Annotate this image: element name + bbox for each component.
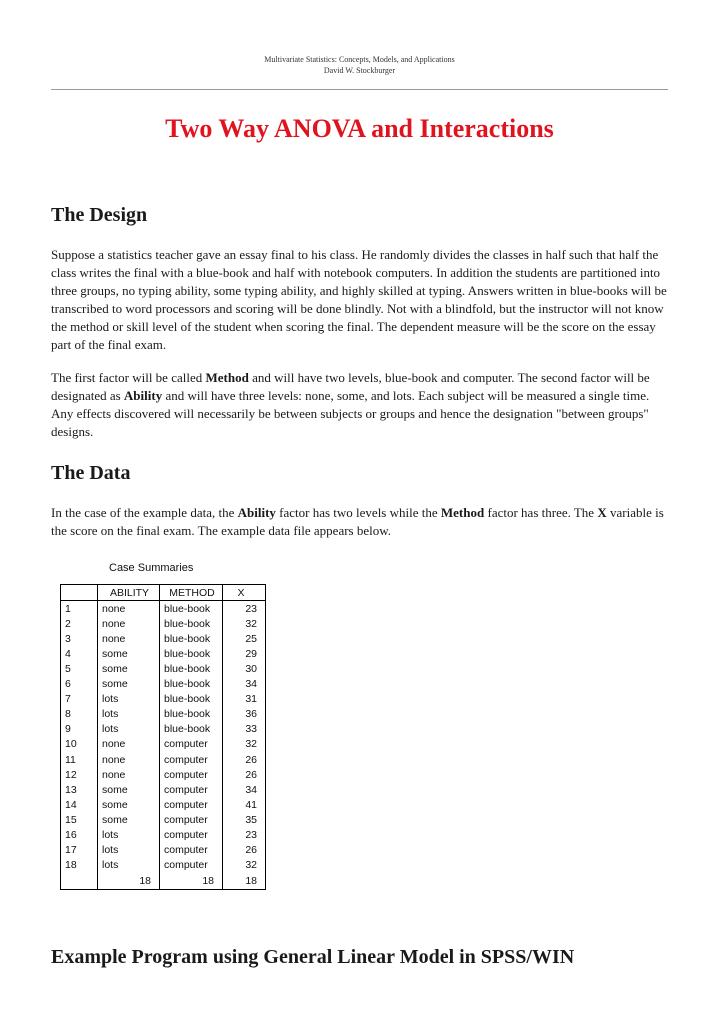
row-index: 4 <box>61 646 98 661</box>
row-index: 15 <box>61 812 98 827</box>
method-cell: blue-book <box>160 692 223 707</box>
table-header-row <box>61 585 266 601</box>
table-row <box>61 752 266 767</box>
table-row <box>61 767 266 782</box>
table-row <box>61 677 266 692</box>
section-heading-data: The Data <box>51 462 131 484</box>
method-cell: computer <box>160 858 223 873</box>
row-index: 1 <box>61 601 98 617</box>
term-ability: Ability <box>123 388 163 403</box>
term-ability: Ability <box>237 505 276 520</box>
x-cell: 23 <box>245 602 257 615</box>
row-index: 17 <box>61 843 98 858</box>
row-index: 7 <box>61 692 98 707</box>
x-cell: 41 <box>245 798 257 811</box>
column-header-method: METHOD <box>160 585 223 601</box>
column-header-ability: ABILITY <box>98 585 160 601</box>
ability-cell: some <box>98 797 160 812</box>
method-cell: blue-book <box>160 646 223 661</box>
column-header-index <box>61 585 98 601</box>
term-x: X <box>597 505 607 520</box>
table-row <box>61 797 266 812</box>
x-cell: 32 <box>245 738 257 751</box>
table-row <box>61 692 266 707</box>
x-cell: 29 <box>245 647 257 660</box>
table-row <box>61 616 266 631</box>
method-cell: blue-book <box>160 631 223 646</box>
x-cell: 31 <box>245 693 257 706</box>
running-header <box>0 54 719 76</box>
ability-cell: none <box>98 767 160 782</box>
x-cell: 36 <box>245 708 257 721</box>
method-cell: blue-book <box>160 661 223 676</box>
table-row <box>61 737 266 752</box>
method-cell: computer <box>160 737 223 752</box>
x-cell: 35 <box>245 813 257 826</box>
method-cell: blue-book <box>160 707 223 722</box>
method-cell: computer <box>160 752 223 767</box>
ability-cell: some <box>98 812 160 827</box>
table-row <box>61 812 266 827</box>
method-cell: computer <box>160 767 223 782</box>
method-cell: computer <box>160 797 223 812</box>
section-heading-program: Example Program using General Linear Model in SPSS/WIN <box>51 946 575 968</box>
case-summaries-table <box>60 584 266 890</box>
table-row <box>61 646 266 661</box>
x-cell: 32 <box>245 859 257 872</box>
total-label <box>61 873 98 890</box>
row-index: 11 <box>61 752 98 767</box>
row-index: 9 <box>61 722 98 737</box>
ability-cell: lots <box>98 722 160 737</box>
ability-cell: lots <box>98 858 160 873</box>
case-summaries-title: Case Summaries <box>109 562 194 574</box>
ability-cell: some <box>98 661 160 676</box>
table-row <box>61 843 266 858</box>
method-cell: blue-book <box>160 601 223 617</box>
method-cell: computer <box>160 812 223 827</box>
column-header-x: X <box>223 585 266 601</box>
design-paragraph-2: The first factor will be called Method and will have two levels, blue-book and computer. The second factor will be designated as Ability and will have three levels: none, some, and lots. Each subject will be measured a single time. Any effects discovered will necessarily be between subjects or groups and hence the designation "between groups" designs. <box>51 370 650 439</box>
x-cell: 26 <box>245 768 257 781</box>
term-method: Method <box>205 370 249 385</box>
row-index: 5 <box>61 661 98 676</box>
ability-cell: lots <box>98 828 160 843</box>
ability-cell: none <box>98 616 160 631</box>
row-index: 2 <box>61 616 98 631</box>
ability-cell: some <box>98 677 160 692</box>
ability-cell: some <box>98 782 160 797</box>
term-method: Method <box>440 505 485 520</box>
x-cell: 25 <box>245 632 257 645</box>
total-ability: 18 <box>98 873 160 890</box>
x-cell: 26 <box>245 753 257 766</box>
x-cell: 30 <box>245 663 257 676</box>
x-cell: 23 <box>245 829 257 842</box>
section-heading-design: The Design <box>51 204 148 226</box>
page-title: Two Way ANOVA and Interactions <box>165 114 554 143</box>
ability-cell: none <box>98 737 160 752</box>
ability-cell: lots <box>98 692 160 707</box>
header-author: David W. Stockburger <box>323 66 396 75</box>
table-row <box>61 782 266 797</box>
design-paragraph-1: Suppose a statistics teacher gave an essay final to his class. He randomly divides the classes in half such that half the class writes the final with a blue-book and half with notebook computers. In addition the students are partitioned into three groups, no typing ability, some typing ability, and highly skilled at typing. Answers written in blue-books will be transcribed to word processors and scoring will be done blindly. Not with a blindfold, but the instructor will not know the method or skill level of the student when scoring the final. The dependent measure will be the score on the essay part of the final exam. <box>51 247 667 352</box>
table-row <box>61 661 266 676</box>
x-cell: 32 <box>245 617 257 630</box>
header-book-title: Multivariate Statistics: Concepts, Models, and Applications <box>264 55 455 64</box>
x-cell: 34 <box>245 678 257 691</box>
header-divider <box>51 89 668 90</box>
row-index: 12 <box>61 767 98 782</box>
row-index: 16 <box>61 828 98 843</box>
table-total-row <box>61 873 266 890</box>
table-row <box>61 722 266 737</box>
ability-cell: none <box>98 631 160 646</box>
total-x: 18 <box>245 874 257 887</box>
method-cell: computer <box>160 828 223 843</box>
x-cell: 33 <box>245 723 257 736</box>
ability-cell: some <box>98 646 160 661</box>
ability-cell: none <box>98 752 160 767</box>
row-index: 8 <box>61 707 98 722</box>
row-index: 18 <box>61 858 98 873</box>
row-index: 13 <box>61 782 98 797</box>
ability-cell: lots <box>98 707 160 722</box>
method-cell: computer <box>160 843 223 858</box>
x-cell: 26 <box>245 844 257 857</box>
method-cell: blue-book <box>160 616 223 631</box>
table-row <box>61 707 266 722</box>
row-index: 6 <box>61 677 98 692</box>
method-cell: computer <box>160 782 223 797</box>
table-row <box>61 828 266 843</box>
x-cell: 34 <box>245 783 257 796</box>
method-cell: blue-book <box>160 722 223 737</box>
method-cell: blue-book <box>160 677 223 692</box>
table-row <box>61 631 266 646</box>
total-method: 18 <box>160 873 223 890</box>
ability-cell: lots <box>98 843 160 858</box>
row-index: 14 <box>61 797 98 812</box>
row-index: 10 <box>61 737 98 752</box>
table-row <box>61 601 266 617</box>
row-index: 3 <box>61 631 98 646</box>
ability-cell: none <box>98 601 160 617</box>
table-row <box>61 858 266 873</box>
data-paragraph: In the case of the example data, the Ability factor has two levels while the Method factor has three. The X variable is the score on the final exam. The example data file appears below. <box>51 505 664 538</box>
